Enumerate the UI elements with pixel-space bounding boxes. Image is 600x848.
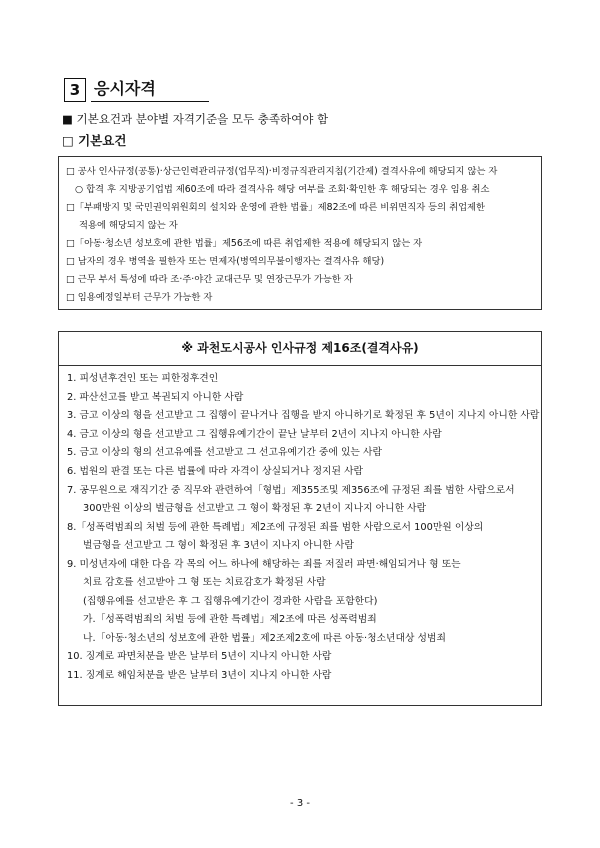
regulation-item: 1. 피성년후견인 또는 피한정후견인 (67, 373, 219, 384)
regulation-box (58, 331, 542, 706)
requirement-note: ○ 합격 후 지방공기업법 제60조에 따라 결격사유 해당 여부를 조회·확인한 후 해당되는 경우 임용 취소 (75, 184, 490, 195)
section-number-box: 3 (64, 78, 86, 102)
regulation-item: 7. 공무원으로 재직기간 중 직무와 관련하여「형법」제355조및 제356조에 규정된 죄를 범한 사람으로서 (67, 485, 515, 496)
regulation-item: 2. 파산선고를 받고 복권되지 아니한 사람 (67, 392, 244, 403)
regulation-subitem: 가.「성폭력범죄의 처벌 등에 관한 특례법」제2조에 따른 성폭력범죄 (83, 614, 377, 625)
requirements-box (58, 156, 542, 310)
requirement-item: □ 남자의 경우 병역을 필한자 또는 면제자(병역의무불이행자는 결격사유 해당) (66, 256, 385, 267)
regulation-item-note: (집행유예를 선고받은 후 그 집행유예기간이 경과한 사람을 포함한다) (83, 596, 378, 607)
regulation-subitem: 나.「아동·청소년의 성보호에 관한 법률」제2조제2호에 따른 아동·청소년대상 성범죄 (83, 633, 446, 644)
requirement-item: □「부패방지 및 국민권익위원회의 설치와 운영에 관한 법률」제82조에 따른 비위면직자 등의 취업제한 (66, 202, 486, 213)
page-number: - 3 - (290, 798, 310, 809)
regulation-item: 8.「성폭력범죄의 처벌 등에 관한 특례법」제2조에 규정된 죄를 범한 사람으로서 100만원 이상의 (67, 522, 484, 533)
section-title-underline (91, 101, 209, 102)
requirement-item: □ 근무 부서 특성에 따라 조·주·야간 교대근무 및 연장근무가 가능한 자 (66, 274, 353, 285)
requirement-item: □「아동·청소년 성보호에 관한 법률」제56조에 따른 취업제한 적용에 해당되지 않는 자 (66, 238, 423, 249)
regulation-item-continued: 치료 감호를 선고받아 그 형 또는 치료감호가 확정된 사람 (83, 577, 326, 588)
regulation-item-continued: 벌금형을 선고받고 그 형이 확정된 후 3년이 지나지 아니한 사람 (83, 540, 354, 551)
requirement-item: □ 임용예정일부터 근무가 가능한 자 (66, 292, 213, 303)
regulation-item: 3. 금고 이상의 형을 선고받고 그 집행이 끝나거나 집행을 받지 아니하기로 확정된 후 5년이 지나지 아니한 사람 (67, 410, 540, 421)
requirement-item-continued: 적용에 해당되지 않는 자 (79, 220, 178, 231)
regulation-item: 10. 징계로 파면처분을 받은 날부터 5년이 지나지 아니한 사람 (67, 651, 332, 662)
regulation-item: 6. 법원의 판결 또는 다른 법률에 따라 자격이 상실되거나 정지된 사람 (67, 466, 364, 477)
intro-text: ■ 기본요건과 분야별 자격기준을 모두 충족하여야 함 (62, 112, 329, 126)
subheading-basic-requirements: □ 기본요건 (62, 133, 127, 148)
regulation-item: 11. 징계로 해임처분을 받은 날부터 3년이 지나지 아니한 사람 (67, 670, 332, 681)
regulation-item: 5. 금고 이상의 형의 선고유예를 선고받고 그 선고유예기간 중에 있는 사람 (67, 447, 382, 458)
requirement-item: □ 공사 인사규정(공통)·상근인력관리규정(업무직)·비정규직관리지침(기간제) 결격사유에 해당되지 않는 자 (66, 166, 498, 177)
regulation-item: 9. 미성년자에 대한 다음 각 목의 어느 하나에 해당하는 죄를 저질러 파면·해임되거나 형 또는 (67, 559, 461, 570)
regulation-item-continued: 300만원 이상의 벌금형을 선고받고 그 형이 확정된 후 2년이 지나지 아니한 사람 (83, 503, 427, 514)
section-title: 응시자격 (94, 79, 156, 98)
regulation-title: ※ 과천도시공사 인사규정 제16조(결격사유) (59, 332, 541, 366)
regulation-item: 4. 금고 이상의 형을 선고받고 그 집행유예기간이 끝난 날부터 2년이 지나지 아니한 사람 (67, 429, 442, 440)
